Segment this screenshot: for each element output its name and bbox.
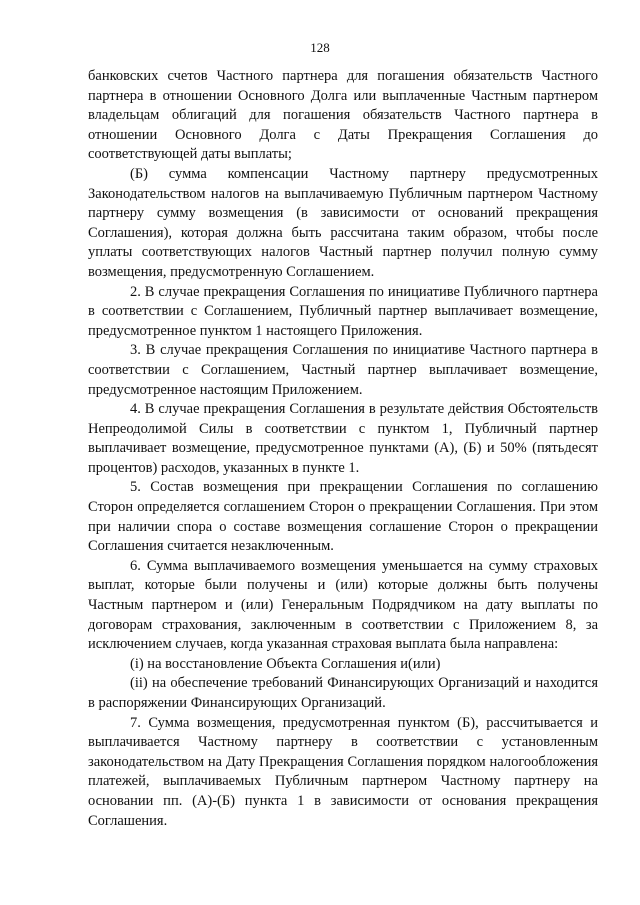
paragraph-6: 6. Сумма выплачиваемого возмещения уменьшается на сумму страховых выплат, которые были получены и (или) которые должны быть получены Частным партнером и (или) Генеральным Подрядчиком на дату выплаты по договорам страхования, заключенным в соответствии с Приложением 8, за исключением случаев, когда указанная страховая выплата была направлена:: [88, 557, 598, 653]
page-number: 128: [310, 40, 330, 55]
paragraph-continuation: банковских счетов Частного партнера для погашения обязательств Частного партнера в отношении Основного Долга или выплаченные Частным партнером владельцам облигаций для погашения обязательств Частного партнера в отношении Основного Долга с Даты Прекращения Соглашения до соответствующей даты выплаты;: [88, 68, 598, 163]
paragraph-4: 4. В случае прекращения Соглашения в результате действия Обстоятельств Непреодолимой Силы в соответствии с пунктом 1, Публичный партнер выплачивает возмещение, предусмотренное пунктами (А), (Б) и 50% (пятьдесят процентов) расходов, указанных в пункте 1.: [88, 401, 598, 476]
paragraph-2: 2. В случае прекращения Соглашения по инициативе Публичного партнера в соответствии с Соглашением, Публичный партнер выплачивает возмещение, предусмотренное пунктом 1 настоящего Приложения.: [88, 283, 598, 339]
paragraph-5: 5. Состав возмещения при прекращении Соглашения по соглашению Сторон определяется соглашением Сторон о прекращении Соглашения. При этом при наличии спора о составе возмещения соглашение Сторон о прекращении Соглашения считается незаключенным.: [88, 479, 598, 555]
paragraph-7: 7. Сумма возмещения, предусмотренная пунктом (Б), рассчитывается и выплачивается Частному партнеру в соответствии с установленным законодательством на Дату Прекращения Соглашения порядком налогообложения платежей, выплачиваемых Публичным партнером Частному партнеру на основании пп. (А)-(Б) пункта 1 в зависимости от основания прекращения Соглашения.: [88, 714, 598, 829]
paragraph-item-b: (Б) сумма компенсации Частному партнеру предусмотренных Законодательством налогов на выплачиваемую Публичным партнером Частному партнеру сумму возмещения (в зависимости от оснований прекращения Соглашения), которая должна быть рассчитана таким образом, чтобы после уплаты соответствующих налогов Частный партнер получил полную сумму возмещения, предусмотренную Соглашением.: [88, 165, 598, 280]
document-body: [88, 67, 598, 831]
paragraph-3: 3. В случае прекращения Соглашения по инициативе Частного партнера в соответствии с Соглашением, Частный партнер выплачивает возмещение, предусмотренное настоящим Приложением.: [88, 342, 598, 398]
paragraph-6-i: (i) на восстановление Объекта Соглашения и(или): [130, 655, 441, 672]
paragraph-6-ii: (ii) на обеспечение требований Финансирующих Организаций и находится в распоряжении Финансирующих Организаций.: [88, 675, 598, 711]
